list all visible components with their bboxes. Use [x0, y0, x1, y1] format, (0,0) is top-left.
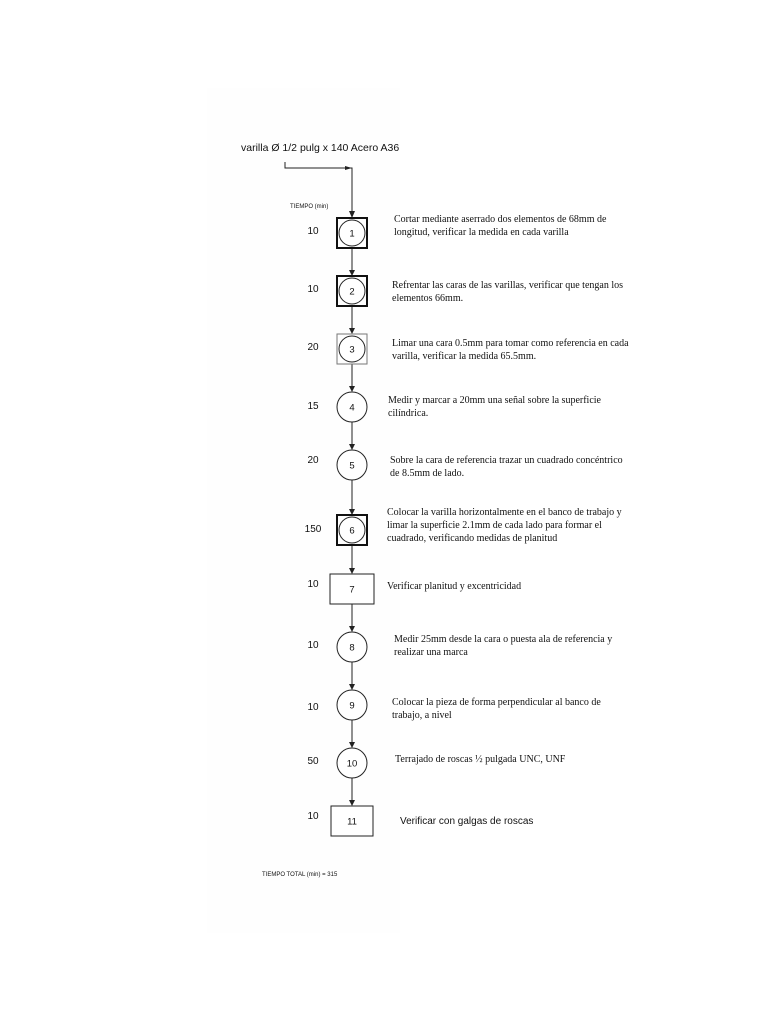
step-number-1: 1 — [349, 228, 355, 240]
step-description-1: Cortar mediante aserrado dos elementos de 68mm de longitud, verificar la medida en cada varilla — [394, 214, 607, 238]
step-description-2: Refrentar las caras de las varillas, verificar que tengan los elementos 66mm. — [392, 280, 624, 304]
step-number-4: 4 — [349, 402, 355, 414]
step-node-8 — [337, 632, 367, 662]
step-time-6: 150 — [304, 524, 322, 535]
entry-arrowhead — [345, 166, 352, 170]
step-node-1 — [337, 218, 367, 248]
arrowhead-6 — [349, 568, 355, 574]
arrowhead-7 — [349, 626, 355, 632]
step-node-2 — [337, 276, 367, 306]
step-node-4 — [337, 392, 367, 422]
step-time-5: 20 — [307, 455, 319, 466]
step-description-10: Terrajado de roscas ½ pulgada UNC, UNF — [395, 754, 566, 765]
step-number-8: 8 — [349, 642, 355, 654]
arrowhead-4 — [349, 444, 355, 450]
arrowhead-2 — [349, 328, 355, 334]
step-time-11: 10 — [307, 811, 319, 822]
time-column-header: TIEMPO (min) — [290, 204, 329, 210]
step-time-8: 10 — [307, 640, 319, 651]
step-time-3: 20 — [307, 342, 319, 353]
step-node-10 — [337, 748, 367, 778]
step-node-5 — [337, 450, 367, 480]
step-description-5: Sobre la cara de referencia trazar un cuadrado concéntrico de 8.5mm de lado. — [390, 455, 623, 479]
step-number-9: 9 — [349, 700, 355, 712]
step-time-1: 10 — [307, 226, 319, 237]
step-description-6: Colocar la varilla horizontalmente en el banco de trabajo y limar la superficie 2.1mm de cada lado para formar el cuadrado, verificando medidas de planitud — [387, 507, 622, 544]
arrowhead-9 — [349, 742, 355, 748]
step-time-9: 10 — [307, 702, 319, 713]
step-number-3: 3 — [349, 344, 355, 356]
arrowhead-8 — [349, 684, 355, 690]
step-node-9 — [337, 690, 367, 720]
step-number-11: 11 — [347, 816, 357, 828]
step-description-8: Medir 25mm desde la cara o puesta ala de referencia y realizar una marca — [394, 634, 613, 658]
arrowhead-10 — [349, 800, 355, 806]
step-description-9: Colocar la pieza de forma perpendicular al banco de trabajo, a nivel — [392, 697, 601, 721]
step-number-5: 5 — [349, 460, 355, 472]
entry-down-arrowhead — [349, 211, 355, 218]
step-number-10: 10 — [346, 758, 358, 770]
step-node-6 — [337, 515, 367, 545]
step-description-3: Limar una cara 0.5mm para tomar como referencia en cada varilla, verificar la medida 65.5mm. — [392, 338, 629, 362]
step-time-2: 10 — [307, 284, 319, 295]
step-description-7: Verificar planitud y excentricidad — [387, 581, 522, 592]
step-time-10: 50 — [307, 756, 319, 767]
step-description-4: Medir y marcar a 20mm una señal sobre la superficie cilíndrica. — [388, 395, 601, 419]
step-node-11 — [331, 806, 373, 836]
step-number-7: 7 — [349, 584, 355, 596]
entry-line — [285, 162, 352, 212]
material-label: varilla Ø 1/2 pulg x 140 Acero A36 — [241, 142, 400, 154]
step-time-4: 15 — [307, 401, 319, 412]
arrowhead-3 — [349, 386, 355, 392]
step-node-7 — [330, 574, 374, 604]
step-node-3 — [337, 334, 367, 364]
total-time: TIEMPO TOTAL (min) = 315 — [262, 872, 338, 878]
step-number-6: 6 — [349, 525, 355, 537]
step-description-11: Verificar con galgas de roscas — [400, 816, 534, 827]
step-number-2: 2 — [349, 286, 355, 298]
step-time-7: 10 — [307, 579, 319, 590]
